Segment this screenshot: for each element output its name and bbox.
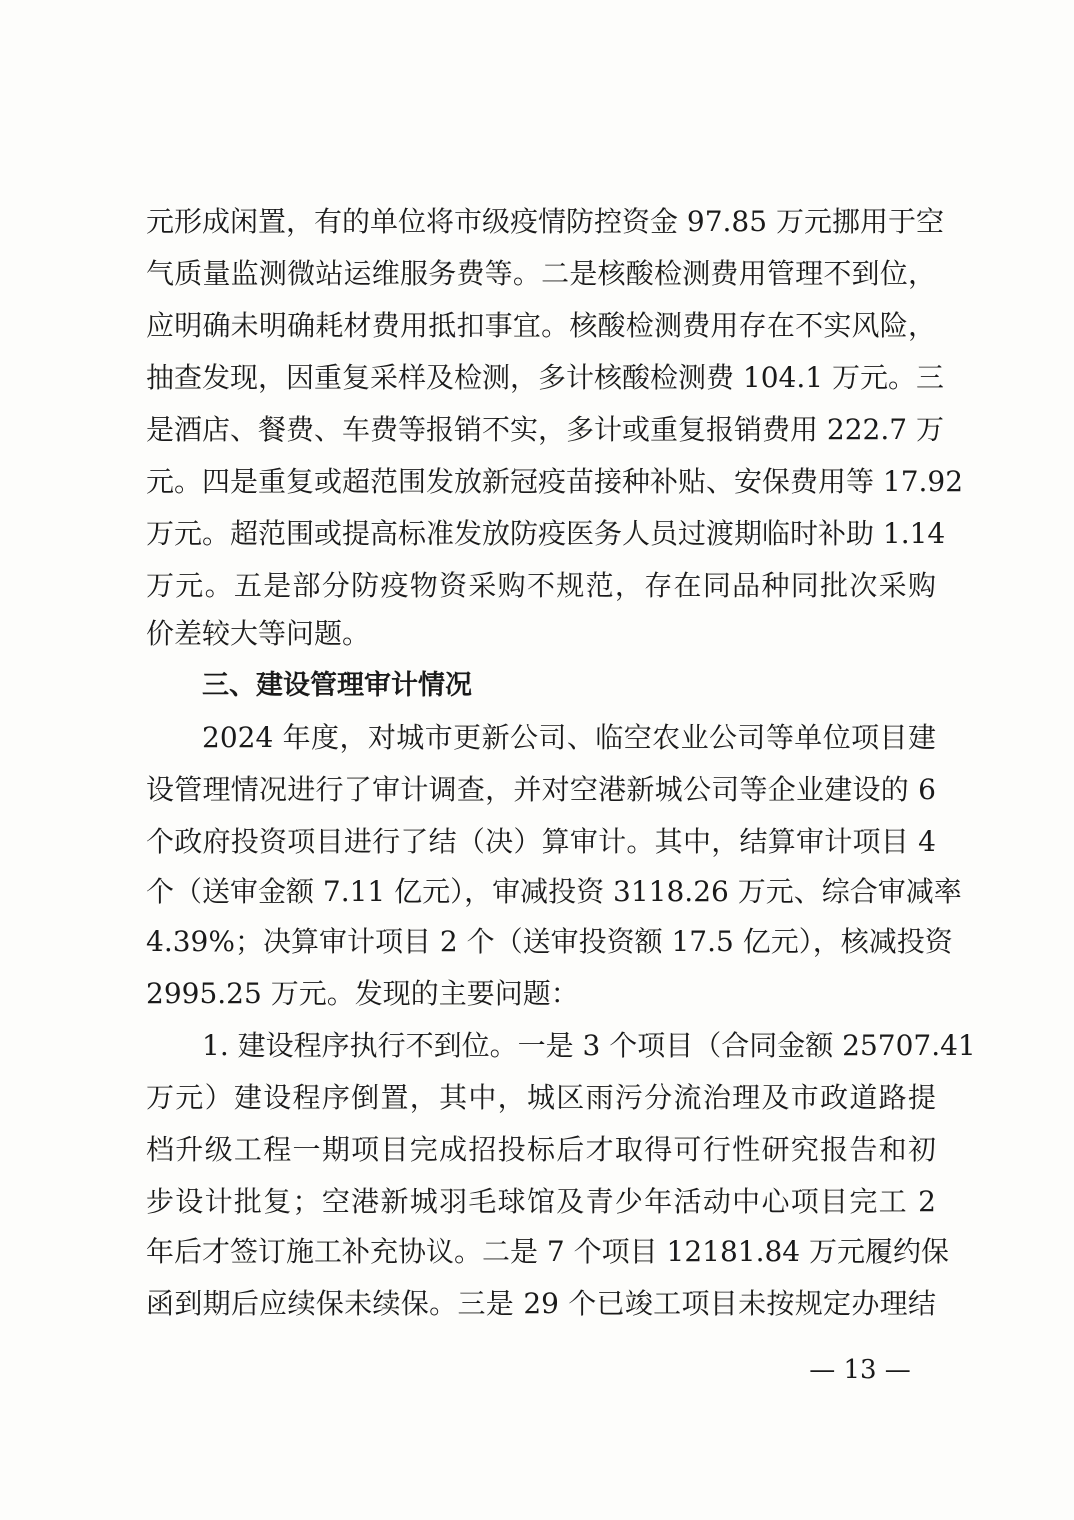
text-line: 步设计批复；空港新城羽毛球馆及青少年活动中心项目完工 2 bbox=[146, 1185, 936, 1218]
text-line: 万元）建设程序倒置，其中，城区雨污分流治理及市政道路提 bbox=[146, 1081, 936, 1114]
text-line: 设管理情况进行了审计调查，并对空港新城公司等企业建设的 6 bbox=[146, 773, 936, 806]
text-line: 2995.25 万元。发现的主要问题： bbox=[146, 977, 579, 1010]
text-line: 档升级工程一期项目完成招投标后才取得可行性研究报告和初 bbox=[146, 1133, 936, 1166]
text-line: 个政府投资项目进行了结（决）算审计。其中，结算审计项目 4 bbox=[146, 825, 936, 858]
text-line: 万元。超范围或提高标准发放防疫医务人员过渡期临时补助 1.14 bbox=[146, 517, 946, 550]
text-line: 应明确未明确耗材费用抵扣事宜。核酸检测费用存在不实风险， bbox=[146, 309, 936, 342]
text-line: 元形成闲置，有的单位将市级疫情防控资金 97.85 万元挪用于空 bbox=[146, 205, 944, 238]
text-line: 个（送审金额 7.11 亿元），审减投资 3118.26 万元、综合审减率 bbox=[146, 875, 962, 908]
page-number: — 13 — bbox=[809, 1355, 911, 1385]
text-line: 年后才签订施工补充协议。二是 7 个项目 12181.84 万元履约保 bbox=[146, 1235, 950, 1268]
text-line: 价差较大等问题。 bbox=[146, 617, 371, 650]
text-line: 万元。五是部分防疫物资采购不规范，存在同品种同批次采购 bbox=[146, 569, 936, 602]
section-heading: 三、建设管理审计情况 bbox=[202, 670, 472, 701]
text-line: 4.39%；决算审计项目 2 个（送审投资额 17.5 亿元），核减投资 bbox=[146, 925, 953, 958]
text-line: 抽查发现，因重复采样及检测，多计核酸检测费 104.1 万元。三 bbox=[146, 361, 944, 394]
text-line: 2024 年度，对城市更新公司、临空农业公司等单位项目建 bbox=[202, 721, 936, 754]
text-line: 气质量监测微站运维服务费等。二是核酸检测费用管理不到位， bbox=[146, 257, 936, 290]
text-line: 元。四是重复或超范围发放新冠疫苗接种补贴、安保费用等 17.92 bbox=[146, 465, 964, 498]
text-line: 函到期后应续保未续保。三是 29 个已竣工项目未按规定办理结 bbox=[146, 1287, 936, 1320]
text-line: 1. 建设程序执行不到位。一是 3 个项目（合同金额 25707.41 bbox=[202, 1029, 976, 1062]
text-line: 是酒店、餐费、车费等报销不实，多计或重复报销费用 222.7 万 bbox=[146, 413, 944, 446]
